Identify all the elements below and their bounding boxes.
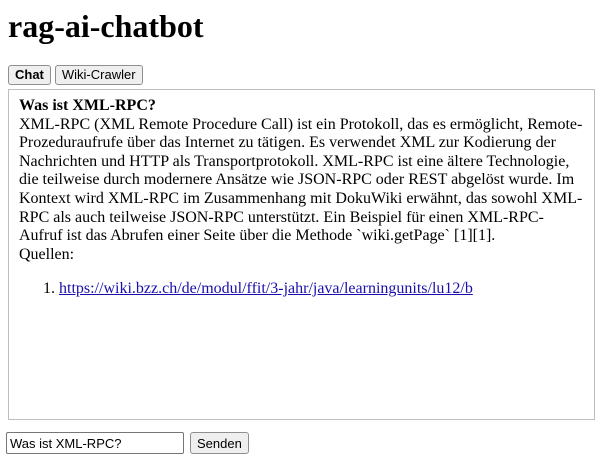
tab-bar [8,65,143,87]
page-title: rag-ai-chatbot [8,8,204,44]
source-link[interactable]: https://wiki.bzz.ch/de/modul/ffit/3-jahr/java/learningunits/lu12/b [59,280,473,298]
send-button[interactable]: Senden [190,432,249,454]
tab-chat[interactable]: Chat [8,65,51,85]
sources-list [19,280,584,299]
input-row [6,432,249,454]
chat-panel [8,89,595,420]
source-item [59,280,584,299]
chat-question: Was ist XML-RPC? [19,97,156,114]
tab-wiki-crawler[interactable]: Wiki-Crawler [55,65,143,85]
sources-label: Quellen: [19,245,75,263]
chat-input[interactable] [6,432,184,454]
chat-answer: XML-RPC (XML Remote Procedure Call) ist ein Protokoll, das es ermöglicht, Remote-Prozeduraufrufe über das Internet zu tätigen. Es verwendet XML zur Kodierung der Nachrichten und HTTP als Transportprotokoll. XML-RPC ist eine ältere Technologie, die teilweise durch modernere Ansätze wie JSON-RPC oder REST abgelöst wurde. Im Kontext wird XML-RPC im Zusammenhang mit DokuWiki erwähnt, das sowohl XML-RPC als auch teilweise JSON-RPC unterstützt. Ein Beispiel für einen XML-RPC-Aufruf ist das Abrufen einer Seite über die Methode `wiki.getPage` [1][1]. [19,115,583,245]
